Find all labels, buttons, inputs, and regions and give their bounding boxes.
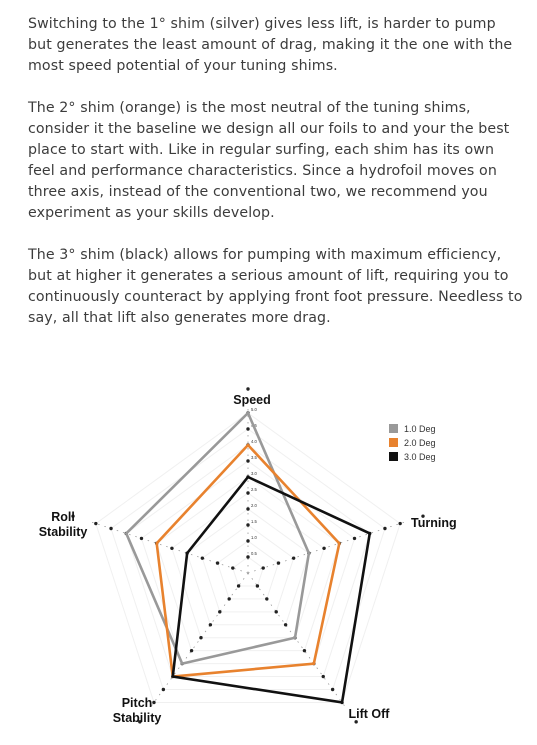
axis-tick-dot (292, 556, 295, 559)
axis-tick-dot (170, 547, 173, 550)
radar-chart (0, 380, 537, 745)
axis-tick-dot (231, 566, 234, 569)
axis-spoke-3 (150, 573, 248, 708)
axis-tick-dot (284, 623, 287, 626)
axis-tick-dot (246, 539, 249, 542)
grid-ring-1 (233, 557, 263, 586)
axis-end-dot (246, 387, 249, 390)
axis-tick-dot (275, 610, 278, 613)
legend-label: 2.0 Deg (404, 438, 436, 448)
axis-tick-dot (353, 537, 356, 540)
axis-tick-dot (246, 491, 249, 494)
axis-label-turning: Turning (411, 516, 457, 530)
axis-label-roll-stability: Stability (38, 525, 88, 539)
axis-tick-dot (246, 555, 249, 558)
paragraph-1-degree-shim: Switching to the 1° shim (silver) gives less lift, is harder to pump but generates the least amount of drag, making it the one with the most speed potential of your tuning shims. (28, 16, 513, 74)
tick-label: 0.5 (251, 551, 257, 556)
axis-tick-dot (383, 527, 386, 530)
tick-label: 3.5 (251, 455, 257, 460)
axis-tick-dot (152, 701, 155, 704)
axis-tick-dot (199, 636, 202, 639)
axis-tick-dot (256, 584, 259, 587)
axis-tick-dot (246, 523, 249, 526)
axis-tick-dot (216, 561, 219, 564)
axis-tick-dot (140, 537, 143, 540)
axis-tick-dot (246, 459, 249, 462)
axis-tick-dot (246, 427, 249, 430)
axis-label-speed: Speed (233, 393, 271, 407)
axis-tick-dot (201, 556, 204, 559)
series-line-1 (157, 445, 340, 677)
tick-label: 3.0 (251, 471, 257, 476)
axis-label-pitch-stability: Pitch (121, 696, 153, 710)
axis-tick-dot (162, 688, 165, 691)
axis-tick-dot (190, 649, 193, 652)
axis-tick-dot (109, 527, 112, 530)
axis-tick-dot (262, 566, 265, 569)
axis-tick-dot (331, 688, 334, 691)
axis-tick-dot (209, 623, 212, 626)
tick-label: 1.5 (251, 519, 257, 524)
tick-label: 5.0 (251, 407, 257, 412)
axis-tick-dot (322, 675, 325, 678)
axis-label-pitch-stability: Stability (112, 711, 162, 725)
axis-tick-dot (246, 507, 249, 510)
paragraph-3-degree-shim: The 3° shim (black) allows for pumping with maximum efficiency, but at higher it generates a serious amount of lift, requiring you to continuously counteract by applying front foot pressure. Needless to say, all that lift also generates more drag. (28, 247, 523, 326)
axis-label-lift-off: Lift Off (348, 707, 390, 721)
axis-tick-dot (265, 597, 268, 600)
tick-label: 2.0 (251, 503, 257, 508)
tick-label: 4.5 (251, 423, 257, 428)
legend-swatch-0 (389, 424, 398, 433)
legend-label: 3.0 Deg (404, 452, 436, 462)
legend-swatch-2 (389, 452, 398, 461)
tick-label: 4.0 (251, 439, 257, 444)
axis-tick-dot (237, 584, 240, 587)
article-body (28, 14, 523, 350)
axis-label-roll-stability: Roll (51, 510, 75, 524)
radar-chart-svg (0, 380, 537, 745)
axis-tick-dot (227, 597, 230, 600)
axis-tick-dot (303, 649, 306, 652)
axis-tick-dot (94, 522, 97, 525)
tick-label: 1.0 (251, 535, 257, 540)
axis-tick-dot (277, 561, 280, 564)
axis-tick-dot (322, 547, 325, 550)
paragraph-2-degree-shim: The 2° shim (orange) is the most neutral of the tuning shims, consider it the baseline we design all our foils to and your the best place to start with. Like in regular surfing, each shim has its own feel and performance characteristics. Since a hydrofoil moves on three axis, instead of the conventional two, we recommend you experiment as your skills develop. (28, 100, 510, 221)
axis-tick-dot (398, 522, 401, 525)
grid-ring-2 (218, 541, 279, 599)
tick-label: 2.5 (251, 487, 257, 492)
legend-label: 1.0 Deg (404, 424, 436, 434)
axis-tick-dot (218, 610, 221, 613)
axis-spoke-2 (248, 573, 346, 708)
legend-swatch-1 (389, 438, 398, 447)
